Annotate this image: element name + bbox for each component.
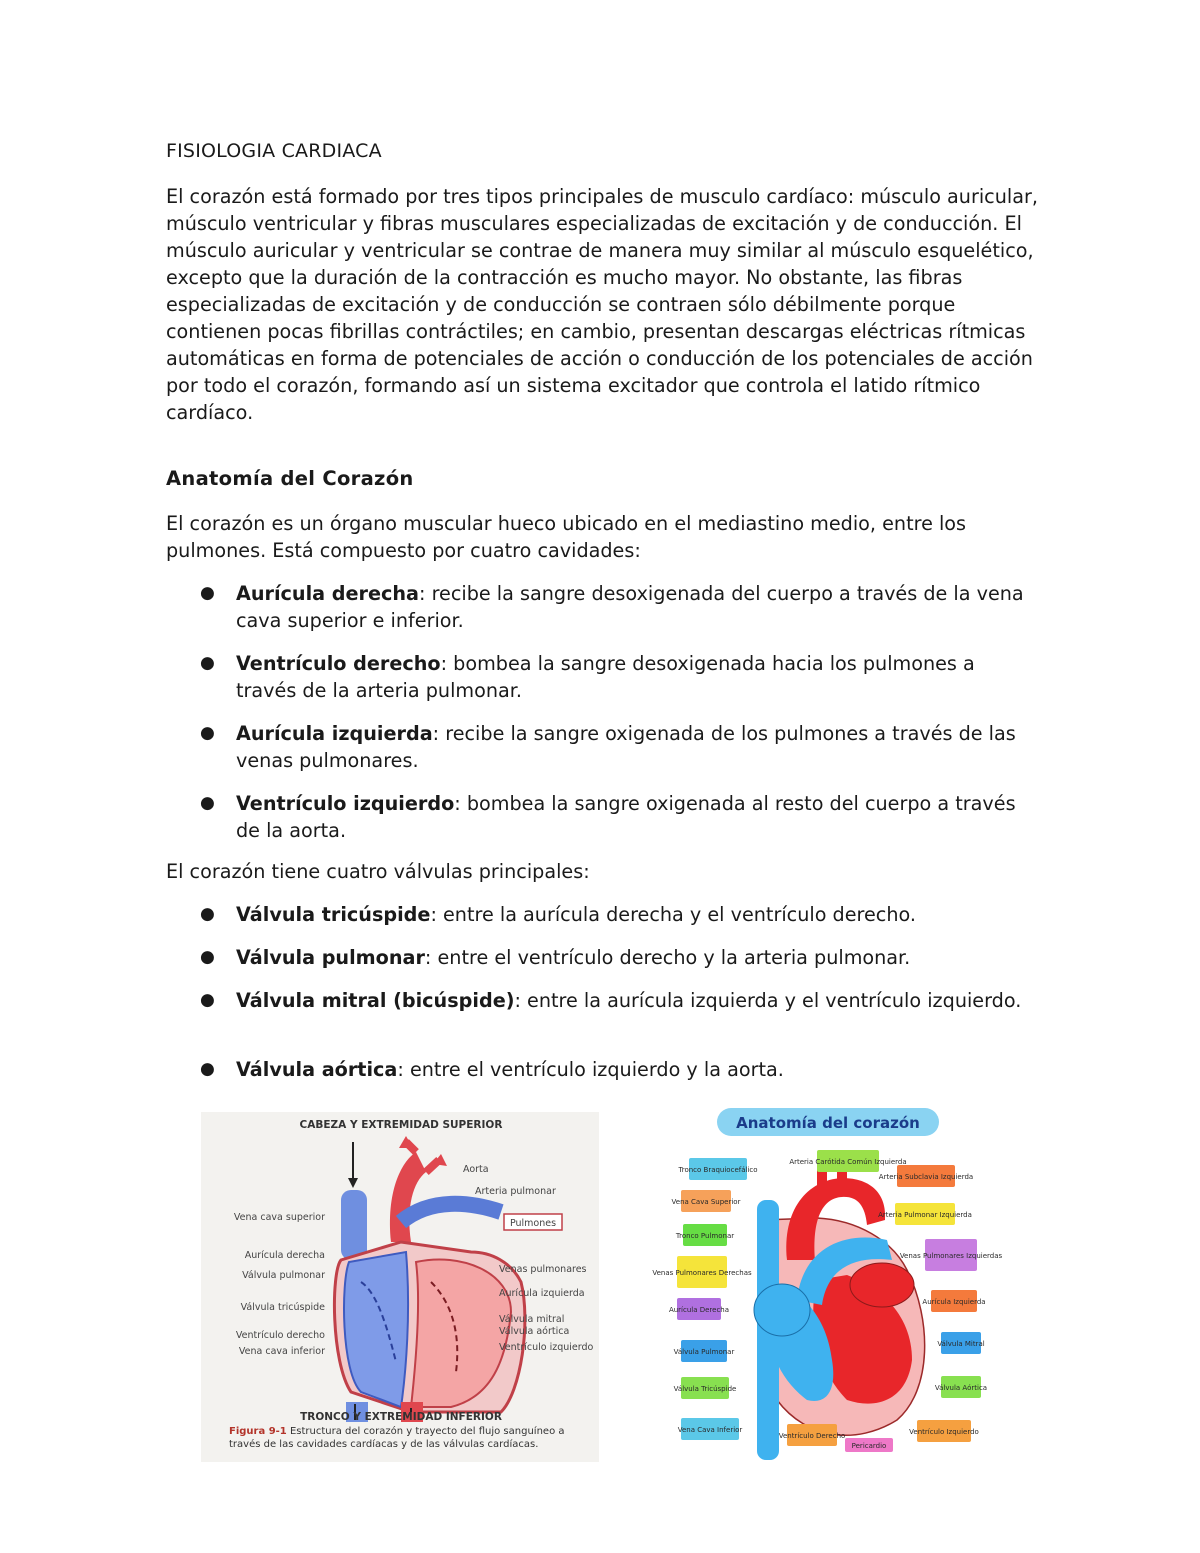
bullet-icon: ● [200, 583, 215, 603]
label-arteria-pulmonar: Arteria pulmonar [475, 1186, 556, 1197]
label-vena-cava-inferior: Vena Cava Inferior [677, 1426, 743, 1434]
label-valvula-aortica: Válvula aórtica [499, 1326, 570, 1337]
bullet-icon: ● [200, 793, 215, 813]
list-item-desc: : recibe la sangre oxigenada de los pulmones a través de las venas pulmonares. [236, 722, 1016, 772]
label-pericardio: Pericardio [851, 1442, 887, 1450]
figure1-caption-text: Estructura del corazón y trayecto del flujo sanguíneo a través de las cavidades cardíacas y de las válvulas cardíacas. [229, 1426, 565, 1450]
vena-cava-superior-shape [341, 1190, 367, 1260]
anatomy-intro-paragraph: El corazón es un órgano muscular hueco ubicado en el mediastino medio, entre los pulmones. Está compuesto por cuatro cavidades: [166, 512, 967, 562]
label-valvula-tricuspide: Válvula tricúspide [240, 1302, 325, 1313]
heart-flow-figure [201, 1112, 599, 1462]
heart-anatomy-diagram [652, 1100, 1003, 1464]
label-venas-pulmonares-izq: Venas Pulmonares Izquierdas [899, 1252, 1003, 1260]
list-item [196, 650, 1036, 720]
list-item-desc: : bombea la sangre desoxigenada hacia los pulmones a través de la arteria pulmonar. [236, 652, 975, 702]
label-ventriculo-derecho: Ventrículo Derecho [778, 1432, 846, 1440]
list-item [196, 580, 1036, 650]
label-tronco-braquiocefalico: Tronco Braquiocefálico [678, 1166, 758, 1174]
label-auricula-izquierda: Aurícula izquierda [499, 1288, 585, 1299]
list-item [196, 790, 1036, 860]
label-valvula-mitral: Válvula Mitral [937, 1340, 985, 1348]
label-ventriculo-derecho: Ventrículo derecho [235, 1330, 325, 1341]
list-item-term: Válvula pulmonar [236, 946, 425, 969]
list-item-term: Válvula aórtica [236, 1058, 398, 1081]
valves-intro-paragraph: El corazón tiene cuatro válvulas principales: [166, 860, 590, 883]
list-item [196, 987, 1036, 1056]
label-ventriculo-izquierdo: Ventrículo Izquierdo [909, 1428, 979, 1436]
figure1-bottom-label: TRONCO Y EXTREMIDAD INFERIOR [300, 1411, 502, 1423]
bullet-icon: ● [200, 904, 215, 924]
list-item-term: Ventrículo izquierdo [236, 792, 455, 815]
cavities-list [196, 580, 1036, 860]
list-item-desc: : entre el ventrículo derecho y la arteria pulmonar. [424, 946, 911, 969]
label-auricula-izquierda: Aurícula Izquierda [922, 1298, 986, 1306]
bullet-icon: ● [200, 1059, 215, 1079]
list-item-desc: : entre la aurícula izquierda y el ventrículo izquierdo. [514, 989, 1022, 1012]
label-vena-cava-superior: Vena Cava Superior [671, 1198, 741, 1206]
label-valvula-aortica: Válvula Aórtica [934, 1384, 988, 1392]
list-item-term: Ventrículo derecho [236, 652, 441, 675]
heart-flow-diagram [201, 1112, 599, 1462]
label-aorta: Aorta [463, 1164, 489, 1175]
list-item-term: Válvula mitral (bicúspide) [236, 989, 515, 1012]
label-vena-cava-superior: Vena cava superior [233, 1212, 325, 1223]
document-title: FISIOLOGIA CARDIACA [166, 140, 382, 162]
list-item-desc: : entre la aurícula derecha y el ventrículo derecho. [430, 903, 917, 926]
arrowhead-icon [348, 1178, 358, 1188]
bullet-icon: ● [200, 653, 215, 673]
list-item-term: Aurícula derecha [236, 582, 419, 605]
valves-list [196, 901, 1036, 1099]
label-ventriculo-izquierdo: Ventrículo izquierdo [499, 1342, 594, 1353]
figure1-caption [229, 1425, 579, 1451]
figure1-caption-label: Figura 9-1 [229, 1426, 287, 1437]
list-item-desc: : entre el ventrículo izquierdo y la aorta. [397, 1058, 784, 1081]
aorta-shape [390, 1152, 426, 1242]
left-atrium-shape [850, 1263, 914, 1307]
label-valvula-pulmonar: Válvula pulmonar [242, 1270, 325, 1281]
list-item [196, 901, 1036, 944]
label-venas-pulmonares: Venas pulmonares [499, 1264, 587, 1275]
label-auricula-derecha: Aurícula Derecha [668, 1306, 730, 1314]
label-vena-cava-inferior: Vena cava inferior [238, 1346, 325, 1357]
list-item [196, 1056, 1036, 1099]
intro-paragraph: El corazón está formado por tres tipos principales de musculo cardíaco: músculo auricular, músculo ventricular y fibras musculares especializadas de excitación y de conducción. El músculo auricular y ventricular se contrae de manera muy similar al músculo esquelético, excepto que la duración de la contracción es mucho mayor. No obstante, las fibras especializadas de excitación y de conducción se contraen sólo débilmente porque contienen pocas fibrillas contráctiles; en cambio, presentan descargas eléctricas rítmicas automáticas en forma de potenciales de acción o conducción de los potenciales de acción por todo el corazón, formando así un sistema excitador que controla el latido rítmico cardíaco. [166, 185, 1038, 424]
list-item-desc: : bombea la sangre oxigenada al resto del cuerpo a través de la aorta. [236, 792, 1016, 842]
label-auricula-derecha: Aurícula derecha [244, 1250, 325, 1261]
label-venas-pulmonares-der: Venas Pulmonares Derechas [652, 1269, 752, 1277]
label-tronco-pulmonar: Tronco Pulmonar [675, 1232, 735, 1240]
label-valvula-tricuspide: Válvula Tricúspide [673, 1385, 737, 1393]
label-valvula-pulmonar: Válvula Pulmonar [673, 1348, 735, 1356]
figure1-top-label: CABEZA Y EXTREMIDAD SUPERIOR [299, 1119, 503, 1131]
anatomy-heading: Anatomía del Corazón [166, 467, 414, 490]
list-item [196, 944, 1036, 987]
right-atrium-shape [754, 1284, 810, 1336]
bullet-icon: ● [200, 723, 215, 743]
list-item-desc: : recibe la sangre desoxigenada del cuerpo a través de la vena cava superior e inferior. [236, 582, 1024, 632]
label-arteria-subclavia: Arteria Subclavia Izquierda [878, 1173, 974, 1181]
label-valvula-mitral: Válvula mitral [499, 1314, 565, 1325]
heart-anatomy-figure [652, 1100, 1003, 1464]
list-item-term: Aurícula izquierda [236, 722, 433, 745]
figure2-title: Anatomía del corazón [736, 1114, 920, 1132]
pulmonary-artery-shape [401, 1204, 501, 1222]
list-item [196, 720, 1036, 790]
label-arteria-carotida: Arteria Carótida Común Izquierda [789, 1158, 907, 1166]
list-item-term: Válvula tricúspide [236, 903, 431, 926]
label-arteria-pulmonar-izq: Arteria Pulmonar Izquierda [878, 1211, 972, 1219]
bullet-icon: ● [200, 947, 215, 967]
label-pulmones: Pulmones [509, 1218, 557, 1229]
bullet-icon: ● [200, 990, 215, 1010]
